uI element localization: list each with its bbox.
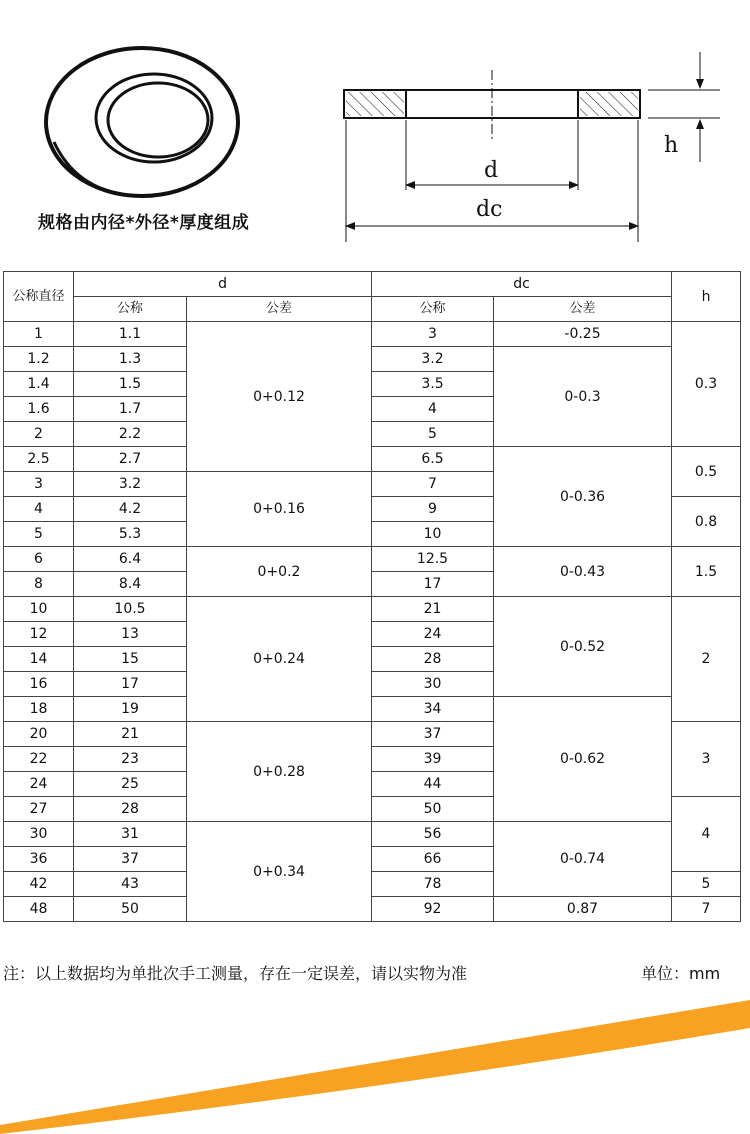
d-nominal-cell: 10.5 — [74, 597, 187, 622]
d-tolerance-cell: 0+0.12 — [187, 322, 372, 472]
table-row — [4, 447, 741, 472]
header-dc: dc — [372, 272, 672, 297]
nominal-diameter-cell: 3 — [4, 472, 74, 497]
dc-tolerance-cell: -0.25 — [494, 322, 672, 347]
nominal-diameter-cell: 12 — [4, 622, 74, 647]
dc-nominal-cell: 3.5 — [372, 372, 494, 397]
d-nominal-cell: 19 — [74, 697, 187, 722]
d-tolerance-cell: 0+0.28 — [187, 722, 372, 822]
footnote: 注：以上数据均为单批次手工测量，存在一定误差，请以实物为准 — [3, 964, 468, 983]
nominal-diameter-cell: 1.6 — [4, 397, 74, 422]
d-nominal-cell: 1.5 — [74, 372, 187, 397]
nominal-diameter-cell: 16 — [4, 672, 74, 697]
d-nominal-cell: 2.7 — [74, 447, 187, 472]
h-thickness-cell: 0.3 — [672, 322, 741, 447]
nominal-diameter-cell: 30 — [4, 822, 74, 847]
header-dc-nominal: 公称 — [372, 297, 494, 322]
nominal-diameter-cell: 2 — [4, 422, 74, 447]
d-nominal-cell: 3.2 — [74, 472, 187, 497]
dc-tolerance-cell: 0-0.74 — [494, 822, 672, 897]
nominal-diameter-cell: 5 — [4, 522, 74, 547]
dc-tolerance-cell: 0.87 — [494, 897, 672, 922]
dimension-dc-label: dc — [476, 197, 503, 222]
dc-nominal-cell: 56 — [372, 822, 494, 847]
nominal-diameter-cell: 20 — [4, 722, 74, 747]
d-nominal-cell: 4.2 — [74, 497, 187, 522]
unit-label: 单位：mm — [641, 964, 721, 983]
nominal-diameter-cell: 27 — [4, 797, 74, 822]
d-nominal-cell: 25 — [74, 772, 187, 797]
dc-nominal-cell: 78 — [372, 872, 494, 897]
washer-spec-table — [3, 271, 741, 922]
table-subheader-row — [4, 297, 741, 322]
d-nominal-cell: 37 — [74, 847, 187, 872]
nominal-diameter-cell: 1.4 — [4, 372, 74, 397]
table-row — [4, 547, 741, 572]
dc-nominal-cell: 28 — [372, 647, 494, 672]
dc-tolerance-cell: 0-0.43 — [494, 547, 672, 597]
nominal-diameter-cell: 14 — [4, 647, 74, 672]
d-nominal-cell: 50 — [74, 897, 187, 922]
d-nominal-cell: 17 — [74, 672, 187, 697]
dc-nominal-cell: 21 — [372, 597, 494, 622]
d-nominal-cell: 8.4 — [74, 572, 187, 597]
nominal-diameter-cell: 10 — [4, 597, 74, 622]
h-thickness-cell: 1.5 — [672, 547, 741, 597]
dc-nominal-cell: 3.2 — [372, 347, 494, 372]
nominal-diameter-cell: 4 — [4, 497, 74, 522]
table-row — [4, 597, 741, 622]
header-nominal-diameter: 公称直径 — [4, 272, 74, 322]
washer-perspective-drawing — [40, 42, 250, 202]
h-thickness-cell: 7 — [672, 897, 741, 922]
nominal-diameter-cell: 48 — [4, 897, 74, 922]
orange-swoosh-decoration — [0, 980, 750, 1134]
dc-nominal-cell: 6.5 — [372, 447, 494, 472]
h-thickness-cell: 2 — [672, 597, 741, 722]
h-thickness-cell: 0.5 — [672, 447, 741, 497]
dc-nominal-cell: 34 — [372, 697, 494, 722]
table-row — [4, 347, 741, 372]
nominal-diameter-cell: 2.5 — [4, 447, 74, 472]
dc-nominal-cell: 30 — [372, 672, 494, 697]
nominal-diameter-cell: 22 — [4, 747, 74, 772]
nominal-diameter-cell: 1.2 — [4, 347, 74, 372]
d-nominal-cell: 1.3 — [74, 347, 187, 372]
dc-nominal-cell: 4 — [372, 397, 494, 422]
dc-nominal-cell: 12.5 — [372, 547, 494, 572]
h-thickness-cell: 4 — [672, 797, 741, 872]
header-d: d — [74, 272, 372, 297]
nominal-diameter-cell: 36 — [4, 847, 74, 872]
dc-nominal-cell: 3 — [372, 322, 494, 347]
dc-nominal-cell: 66 — [372, 847, 494, 872]
dimension-d-label: d — [484, 158, 499, 183]
dc-nominal-cell: 37 — [372, 722, 494, 747]
d-nominal-cell: 21 — [74, 722, 187, 747]
header-d-nominal: 公称 — [74, 297, 187, 322]
h-thickness-cell: 5 — [672, 872, 741, 897]
table-row — [4, 822, 741, 847]
d-nominal-cell: 6.4 — [74, 547, 187, 572]
dc-nominal-cell: 92 — [372, 897, 494, 922]
d-nominal-cell: 28 — [74, 797, 187, 822]
dc-tolerance-cell: 0-0.3 — [494, 347, 672, 447]
dc-nominal-cell: 17 — [372, 572, 494, 597]
dc-nominal-cell: 24 — [372, 622, 494, 647]
nominal-diameter-cell: 1 — [4, 322, 74, 347]
header-dc-tolerance: 公差 — [494, 297, 672, 322]
nominal-diameter-cell: 24 — [4, 772, 74, 797]
table-header-row — [4, 272, 741, 297]
dc-tolerance-cell: 0-0.62 — [494, 697, 672, 822]
h-thickness-cell: 0.8 — [672, 497, 741, 547]
nominal-diameter-cell: 42 — [4, 872, 74, 897]
dc-tolerance-cell: 0-0.52 — [494, 597, 672, 697]
d-nominal-cell: 5.3 — [74, 522, 187, 547]
nominal-diameter-cell: 8 — [4, 572, 74, 597]
d-tolerance-cell: 0+0.24 — [187, 597, 372, 722]
d-tolerance-cell: 0+0.16 — [187, 472, 372, 547]
header-h: h — [672, 272, 741, 322]
dc-tolerance-cell: 0-0.36 — [494, 447, 672, 547]
d-tolerance-cell: 0+0.34 — [187, 822, 372, 922]
dc-nominal-cell: 44 — [372, 772, 494, 797]
d-tolerance-cell: 0+0.2 — [187, 547, 372, 597]
d-nominal-cell: 2.2 — [74, 422, 187, 447]
dc-nominal-cell: 10 — [372, 522, 494, 547]
dc-nominal-cell: 5 — [372, 422, 494, 447]
nominal-diameter-cell: 6 — [4, 547, 74, 572]
dc-nominal-cell: 9 — [372, 497, 494, 522]
dc-nominal-cell: 50 — [372, 797, 494, 822]
d-nominal-cell: 23 — [74, 747, 187, 772]
d-nominal-cell: 31 — [74, 822, 187, 847]
table-row — [4, 697, 741, 722]
spec-caption: 规格由内径*外径*厚度组成 — [38, 213, 250, 233]
dc-nominal-cell: 39 — [372, 747, 494, 772]
h-thickness-cell: 3 — [672, 722, 741, 797]
d-nominal-cell: 1.7 — [74, 397, 187, 422]
d-nominal-cell: 1.1 — [74, 322, 187, 347]
d-nominal-cell: 13 — [74, 622, 187, 647]
d-nominal-cell: 43 — [74, 872, 187, 897]
table-row — [4, 897, 741, 922]
cross-section-drawing — [330, 40, 730, 255]
dc-nominal-cell: 7 — [372, 472, 494, 497]
nominal-diameter-cell: 18 — [4, 697, 74, 722]
dimension-h-label: h — [664, 133, 679, 158]
header-d-tolerance: 公差 — [187, 297, 372, 322]
table-row — [4, 322, 741, 347]
d-nominal-cell: 15 — [74, 647, 187, 672]
